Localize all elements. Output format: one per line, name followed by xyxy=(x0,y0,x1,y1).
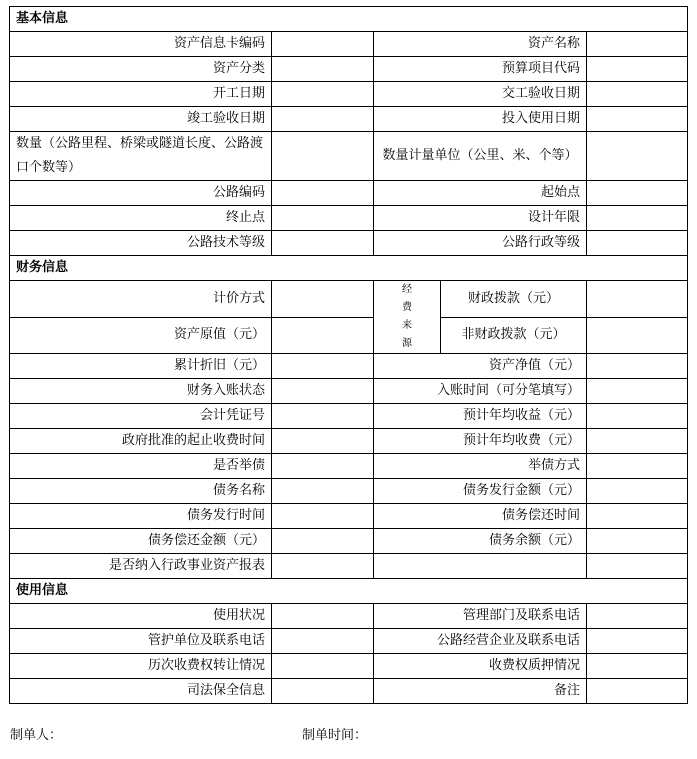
debt-issue-amount-value[interactable] xyxy=(587,479,688,504)
field-label: 开工日期 xyxy=(10,82,272,107)
field-label: 计价方式 xyxy=(10,281,272,318)
booking-time-value[interactable] xyxy=(587,379,688,404)
judicial-preservation-value[interactable] xyxy=(272,679,374,704)
table-row xyxy=(10,32,688,57)
field-label: 公路编码 xyxy=(10,181,272,206)
field-label: 资产原值（元） xyxy=(10,317,272,354)
management-dept-value[interactable] xyxy=(587,604,688,629)
field-label: 会计凭证号 xyxy=(10,404,272,429)
handover-date-value[interactable] xyxy=(587,82,688,107)
table-row xyxy=(10,604,688,629)
quantity-value[interactable] xyxy=(272,132,374,181)
field-label: 债务偿还金额（元） xyxy=(10,529,272,554)
toll-pledge-value[interactable] xyxy=(587,654,688,679)
funding-source-label xyxy=(374,281,441,354)
debt-method-value[interactable] xyxy=(587,454,688,479)
field-label: 交工验收日期 xyxy=(374,82,587,107)
table-row xyxy=(10,454,688,479)
debt-name-value[interactable] xyxy=(272,479,374,504)
field-label: 司法保全信息 xyxy=(10,679,272,704)
field-label: 债务名称 xyxy=(10,479,272,504)
table-row xyxy=(10,281,688,318)
expected-annual-toll-value[interactable] xyxy=(587,429,688,454)
field-label: 管护单位及联系电话 xyxy=(10,629,272,654)
field-label: 资产信息卡编码 xyxy=(10,32,272,57)
table-row xyxy=(10,529,688,554)
field-label: 预计年均收益（元） xyxy=(374,404,587,429)
field-label: 是否举债 xyxy=(10,454,272,479)
asset-card-code-value[interactable] xyxy=(272,32,374,57)
table-row xyxy=(10,679,688,704)
booking-status-value[interactable] xyxy=(272,379,374,404)
field-label: 投入使用日期 xyxy=(374,107,587,132)
field-label: 公路技术等级 xyxy=(10,231,272,256)
table-row xyxy=(10,404,688,429)
administrative-grade-value[interactable] xyxy=(587,231,688,256)
quantity-unit-value[interactable] xyxy=(587,132,688,181)
table-row xyxy=(10,181,688,206)
field-label: 财政拨款（元） xyxy=(441,281,587,318)
table-row xyxy=(10,317,688,354)
table-row xyxy=(10,132,688,181)
field-label: 数量（公路里程、桥梁或隧道长度、公路渡口个数等） xyxy=(10,132,272,181)
end-point-value[interactable] xyxy=(272,206,374,231)
field-label: 预计年均收费（元） xyxy=(374,429,587,454)
funding-source-char: 经 xyxy=(402,284,412,295)
debt-repay-amount-value[interactable] xyxy=(272,529,374,554)
field-label: 资产净值（元） xyxy=(374,354,587,379)
field-label: 收费权质押情况 xyxy=(374,654,587,679)
field-label: 数量计量单位（公里、米、个等） xyxy=(374,132,587,181)
field-label: 是否纳入行政事业资产报表 xyxy=(10,554,272,579)
start-date-value[interactable] xyxy=(272,82,374,107)
field-label: 使用状况 xyxy=(10,604,272,629)
field-label: 财务入账状态 xyxy=(10,379,272,404)
field-label: 资产分类 xyxy=(10,57,272,82)
field-label: 债务余额（元） xyxy=(374,529,587,554)
section-usage-row xyxy=(10,579,688,604)
field-label: 资产名称 xyxy=(374,32,587,57)
table-row xyxy=(10,629,688,654)
field-label: 起始点 xyxy=(374,181,587,206)
in-asset-report-value[interactable] xyxy=(272,554,374,579)
table-row xyxy=(10,504,688,529)
section-title-finance: 财务信息 xyxy=(10,256,688,281)
funding-source-char: 来 xyxy=(402,320,412,331)
technical-grade-value[interactable] xyxy=(272,231,374,256)
table-row xyxy=(10,231,688,256)
funding-source-char: 源 xyxy=(402,338,412,349)
section-title-basic: 基本信息 xyxy=(10,7,688,32)
table-row xyxy=(10,206,688,231)
start-point-value[interactable] xyxy=(587,181,688,206)
operating-company-value[interactable] xyxy=(587,629,688,654)
accumulated-depreciation-value[interactable] xyxy=(272,354,374,379)
table-row xyxy=(10,429,688,454)
field-label: 债务发行时间 xyxy=(10,504,272,529)
field-label: 终止点 xyxy=(10,206,272,231)
debt-balance-value[interactable] xyxy=(587,529,688,554)
field-label: 公路行政等级 xyxy=(374,231,587,256)
funding-source-char: 费 xyxy=(402,302,412,313)
completion-date-value[interactable] xyxy=(272,107,374,132)
non-fiscal-appropriation-value[interactable] xyxy=(587,317,688,354)
in-use-date-value[interactable] xyxy=(587,107,688,132)
section-basic-row xyxy=(10,7,688,32)
table-row xyxy=(10,57,688,82)
preparer-label: 制单人： xyxy=(10,728,63,743)
debt-repay-time-value[interactable] xyxy=(587,504,688,529)
section-title-usage: 使用信息 xyxy=(10,579,688,604)
field-label: 预算项目代码 xyxy=(374,57,587,82)
budget-code-value[interactable] xyxy=(587,57,688,82)
field-label: 债务偿还时间 xyxy=(374,504,587,529)
table-row xyxy=(10,82,688,107)
empty-cell xyxy=(587,554,688,579)
original-value-value[interactable] xyxy=(272,317,374,354)
is-debt-value[interactable] xyxy=(272,454,374,479)
field-label: 历次收费权转让情况 xyxy=(10,654,272,679)
fiscal-appropriation-value[interactable] xyxy=(587,281,688,318)
field-label: 公路经营企业及联系电话 xyxy=(374,629,587,654)
voucher-number-value[interactable] xyxy=(272,404,374,429)
field-label: 设计年限 xyxy=(374,206,587,231)
section-finance-row xyxy=(10,256,688,281)
empty-cell xyxy=(374,554,587,579)
remarks-value[interactable] xyxy=(587,679,688,704)
field-label: 政府批准的起止收费时间 xyxy=(10,429,272,454)
table-row xyxy=(10,354,688,379)
table-row xyxy=(10,379,688,404)
table-row xyxy=(10,107,688,132)
field-label: 举债方式 xyxy=(374,454,587,479)
field-label: 非财政拨款（元） xyxy=(441,317,587,354)
design-life-value[interactable] xyxy=(587,206,688,231)
debt-issue-time-value[interactable] xyxy=(272,504,374,529)
toll-period-value[interactable] xyxy=(272,429,374,454)
prepared-time-label: 制单时间： xyxy=(302,728,368,743)
table-row xyxy=(10,554,688,579)
net-value-value[interactable] xyxy=(587,354,688,379)
pricing-method-value[interactable] xyxy=(272,281,374,318)
table-row xyxy=(10,479,688,504)
expected-annual-income-value[interactable] xyxy=(587,404,688,429)
maintenance-unit-value[interactable] xyxy=(272,629,374,654)
asset-category-value[interactable] xyxy=(272,57,374,82)
road-code-value[interactable] xyxy=(272,181,374,206)
field-label: 入账时间（可分笔填写） xyxy=(374,379,587,404)
field-label: 备注 xyxy=(374,679,587,704)
usage-status-value[interactable] xyxy=(272,604,374,629)
field-label: 管理部门及联系电话 xyxy=(374,604,587,629)
table-row xyxy=(10,654,688,679)
toll-transfer-value[interactable] xyxy=(272,654,374,679)
asset-name-value[interactable] xyxy=(587,32,688,57)
field-label: 累计折旧（元） xyxy=(10,354,272,379)
asset-info-card-table xyxy=(9,6,688,704)
field-label: 债务发行金额（元） xyxy=(374,479,587,504)
field-label: 竣工验收日期 xyxy=(10,107,272,132)
